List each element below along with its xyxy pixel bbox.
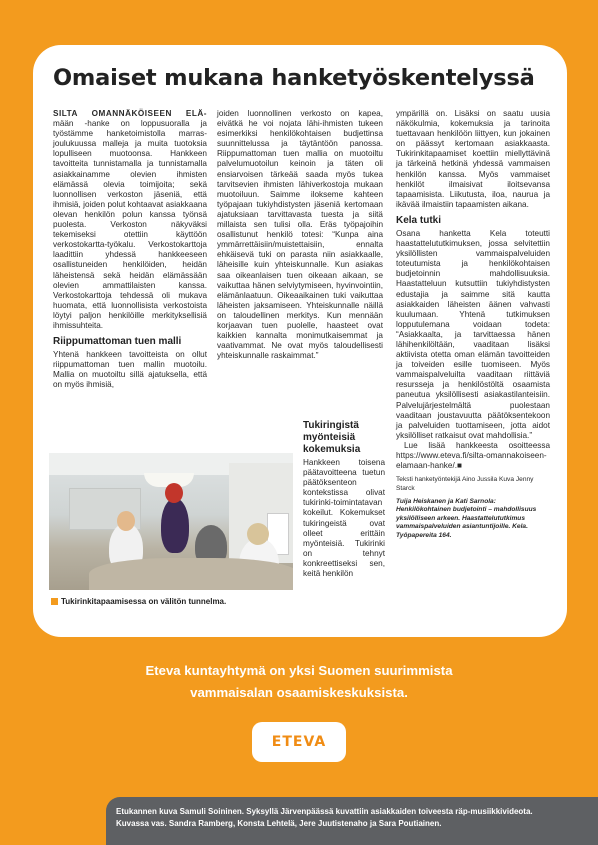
end-mark: ■ [457, 461, 462, 471]
square-bullet-icon [51, 598, 58, 605]
lead-in: SILTA OMANNÄKÖISEEN ELÄ- [53, 109, 207, 118]
paragraph: Lue lisää hankkeesta osoitteessa https://www.eteva.fi/silta-omannakoiseen-elamaan-hanke/. [396, 440, 550, 471]
paragraph: Hankkeen toisena päätavoitteena tuetun päätöksenteon kontekstissa olivat tukirinki-toimintatavan kokeilut. Kokemukset tukiringeistä ovat olleet erittäin myönteisiä. Tukirinki on tehnyt konkreettiseksi sen, keitä henkilön [303, 458, 385, 579]
footer-line-2: Kuvassa vas. Sandra Ramberg, Konsta Lehtelä, Jere Juutistenaho ja Sara Poutiainen. [116, 819, 442, 828]
column-2b [303, 420, 385, 579]
footer-line-1: Etukannen kuva Samuli Soininen. Syksyllä Järvenpäässä kuvattiin asiakkaiden toiveesta räp-musiikkivideota. [116, 807, 533, 816]
logo-text: ETEVA [271, 734, 327, 750]
column-1 [53, 109, 207, 390]
article-photo [49, 453, 293, 590]
subheading-tukiringista: Tukiringistä myönteisiä kokemuksia [303, 420, 361, 455]
paragraph: Osana hanketta Kela toteutti haastattelututkimuksen, jossa selvitettiin yksilöllisten vammaispalveluiden toteutumista ja henkilökohtaisen budjetoinnin mahdollisuuksia. Haastatteluun kutsuttiin tukiyhdistysten edustajia ja saimme sitä kautta asiakkaiden läheisten äänen vahvasti kuulumaan. Yhtenä tutkimuksen lopputulemana voidaan todeta: “Asiakkaalta, ja tarvittaessa hänen lähihenkilöltään, vaaditaan lisäksi aktiivista otetta oman elämän tavoitteiden ja toiveiden esille tuomiseen. Myös vammaispalveluilta vaaditaan riittäviä resursseja ja henkilöstöltä osaamista paneutua yksilöllisesti asiakastilanteisiin. Palvelujärjestelmältä puolestaan vaaditaan joustavuutta päätöksentekoon ja palveluiden tuottamiseen, jotta aidot yksilölliset ratkaisut ovat mahdollisia.” [396, 228, 550, 440]
column-3 [396, 109, 550, 540]
subheading-kela-tutki: Kela tutki [396, 214, 442, 226]
column-2 [217, 109, 383, 361]
eteva-logo [252, 722, 346, 762]
footer-bar [106, 797, 598, 845]
paragraph: ympärillä on. Lisäksi on saatu uusia näkökulmia, kokemuksia ja tarinoita tuettavaan henkilöön liittyen, kun jokainen on päässyt kertomaan asiakkaasta. Tukirinkitapaamiset koettiin miellyttävinä ja tärkeinä hetkinä yhdessä vammaisen henkilön kanssa. Myös vammaiset henkilöt ilmaisivat iloitsevansa tapaamisista. Liikutusta, iloa, naurua ja ikävää ilmaistiin tapaamisten aikana. [396, 109, 550, 209]
references: Tuija Heiskanen ja Kati Sarnola: Henkilökohtainen budjetointi – mahdollisuus yksilölliseen arkeen. Haastattelututkimus vammaispalveluiden asiantuntijoille. Kela. Työpapereita 164. [396, 498, 537, 539]
article-title: Omaiset mukana hanketyöskentelyssä [53, 65, 535, 91]
tagline [0, 660, 598, 704]
article-card [33, 45, 567, 637]
photo-credit: Teksti hanketyöntekijä Aino Jussila Kuva Jenny Starck [396, 476, 534, 492]
paragraph: mään -hanke on loppusuoralla ja työstämme hanketoimistolla marras-joulukuussa malleja ja muita tuotoksia lopulliseen muotoonsa. Hankkeen tavoitteita tunnistamalla ja tunnistamalla asiakkainamme olevien ihmisten elämässä olevia toimijoita; sekä luonnollisen verkoston jäseniä, että ihmisiä, joiden polut kohtaavat asiakkaana olevan henkilön polun kanssa työnsä puolesta. Verkoston näkyväksi tekemiseksi otettiin käyttöön verkostokartta-työkalu. Verkostokarttoja laadittiin yhdessä hankkeeseen osallistuneiden henkilöiden, heidän läheistensä sekä heidän elämässään olevien ammattilaisten kanssa. Verkostokarttoja tehdessä oli mukava huomata, että luonnollisista verkostoista löytyi paljon henkilöille merkityksellisiä ihmissuhteita. [53, 119, 207, 330]
paragraph: Yhtenä hankkeen tavoitteista on ollut riippumattoman tuen mallin muotoilu. Mallia on muotoiltu sillä ajatuksella, että on myös ihmisiä, [53, 350, 207, 390]
subheading-riippumattoman: Riippumattoman tuen malli [53, 336, 182, 348]
tagline-line-2: vammaisalan osaamiskeskuksista. [190, 685, 408, 700]
tagline-line-1: Eteva kuntayhtymä on yksi Suomen suurimmista [145, 663, 453, 678]
photo-caption [51, 597, 226, 606]
photo-caption-text: Tukirinkitapaamisessa on välitön tunnelma. [61, 597, 227, 606]
paragraph: joiden luonnollinen verkosto on kapea, eivätkä he voi nojata lähi-ihmisten tukeen esimerkiksi henkilökohtaisen budjettinsa suunnittelussa ja täytäntöön panossa. Riippumattoman tuen mallia on muotoiltu palvelumuotoilun keinoin ja täten oli ensiarvoisen tärkeää saada myös tukea tarvitsevien ihmisten lähiverkostoja mukaan muotoiluun. Saimme ilokseme kahteen työpajaan tukiyhdistysten jäseniä kertomaan ajatuksiaan tarvittavasta tuesta ja siitä millaista sen tulisi olla. Eräs työpajoihin osallistunut henkilö totesi: “Kunpa aina ymmärrettäisiin/muistettaisiin, ennalta ehkäisevä tuki on parasta niin asiakkaalle, läheisille kuin yhteiskunnalle. Kun asiakas saa oikeanlaisen tuen oikeaan aikaan, se vaikuttaa hänen selviytymiseen, hyvinvointiin, elämänlaatuun. Oikeaaikainen tuki vaikuttaa läheisten jaksamiseen. Yhteiskunnalle näillä on taloudellinen merkitys. Kun mennään korjaavan tuen puolelle, haasteet ovat kaikkien kannalta monimutkaisemmat ja vaativammat. Ne ovat myös taloudellisesti yhteiskunnalle raskaimmat.” [217, 109, 383, 361]
